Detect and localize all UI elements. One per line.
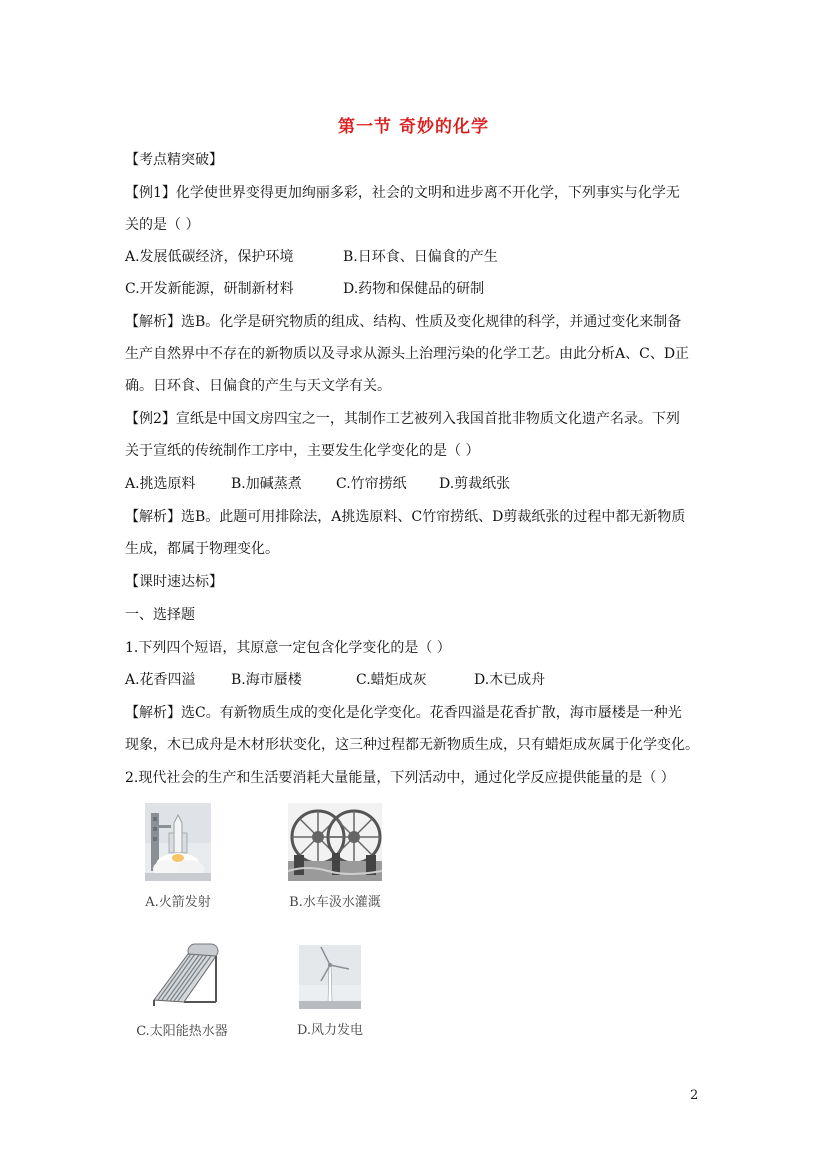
rocket-launch-image [145, 803, 211, 881]
figure-caption: D.风力发电 [296, 1023, 364, 1038]
question-1-solution: 【解析】选C。有新物质生成的变化是化学变化。花香四溢是花香扩散，海市蜃楼是一种光 [125, 705, 682, 721]
option-b: B.加碱蒸煮 [231, 476, 302, 492]
question-1-solution-cont: 现象，木已成舟是木材形状变化，这三种过程都无新物质生成，只有蜡炬成灰属于化学变化。 [125, 737, 699, 753]
figure-caption: A.火箭发射 [145, 895, 211, 910]
figure-solar-water-heater [130, 940, 234, 1039]
wind-turbine-image [299, 945, 361, 1009]
example-1-solution-cont: 确。日环食、日偏食的产生与天文学有关。 [125, 378, 391, 394]
section-heading: 【课时速达标】 [125, 574, 223, 590]
example-2-options [125, 474, 705, 494]
section-heading: 【考点精突破】 [125, 152, 223, 168]
figure-caption: B.水车汲水灌溉 [289, 895, 381, 910]
example-1-solution: 【解析】选B。化学是研究物质的组成、结构、性质及变化规律的科学，并通过变化来制备 [125, 314, 682, 330]
example-2-question-cont: 关于宣纸的传统制作工序中，主要发生化学变化的是（ ） [125, 443, 480, 459]
example-1-question-cont: 关的是（ ） [125, 217, 200, 233]
subsection-heading: 一、选择题 [125, 607, 195, 623]
example-2-solution: 【解析】选B。此题可用排除法，A挑选原料、C竹帘捞纸、D剪裁纸张的过程中都无新物质 [125, 509, 686, 525]
question-1: 1.下列四个短语，其原意一定包含化学变化的是（ ） [125, 640, 451, 656]
example-1-solution-cont: 生产自然界中不存在的新物质以及寻求从源头上治理污染的化学工艺。由此分析A、C、D正 [125, 346, 690, 362]
water-wheel-image [288, 803, 382, 881]
figure-rocket-launch [138, 803, 218, 910]
figure-water-wheel [285, 803, 385, 910]
option-c: C.蜡炬成灰 [356, 672, 427, 688]
solar-water-heater-image [144, 940, 220, 1010]
example-1-options-ab [125, 247, 705, 267]
option-a: A.花香四溢 [125, 672, 196, 688]
figure-wind-power [290, 945, 370, 1038]
example-1-question: 【例1】化学使世界变得更加绚丽多彩，社会的文明和进步离不开化学，下列事实与化学无 [125, 185, 680, 201]
example-2-solution-cont: 生成，都属于物理变化。 [125, 541, 279, 557]
figure-caption: C.太阳能热水器 [136, 1024, 228, 1039]
option-a: A.发展低碳经济，保护环境 [125, 249, 294, 265]
option-c: C.竹帘捞纸 [336, 476, 407, 492]
option-d: D.药物和保健品的研制 [343, 281, 485, 297]
question-1-options [125, 670, 705, 690]
page-number: 2 [690, 1088, 699, 1103]
option-b: B.日环食、日偏食的产生 [343, 249, 498, 265]
option-a: A.挑选原料 [125, 476, 196, 492]
question-2: 2.现代社会的生产和生活要消耗大量能量，下列活动中，通过化学反应提供能量的是（ ） [125, 770, 675, 786]
option-b: B.海市蜃楼 [231, 672, 302, 688]
option-c: C.开发新能源，研制新材料 [125, 281, 294, 297]
example-1-options-cd [125, 279, 705, 299]
option-d: D.剪裁纸张 [439, 476, 511, 492]
example-2-question: 【例2】宣纸是中国文房四宝之一，其制作工艺被列入我国首批非物质文化遗产名录。下列 [125, 411, 680, 427]
page-title: 第一节 奇妙的化学 [338, 117, 489, 137]
option-d: D.木已成舟 [474, 672, 546, 688]
